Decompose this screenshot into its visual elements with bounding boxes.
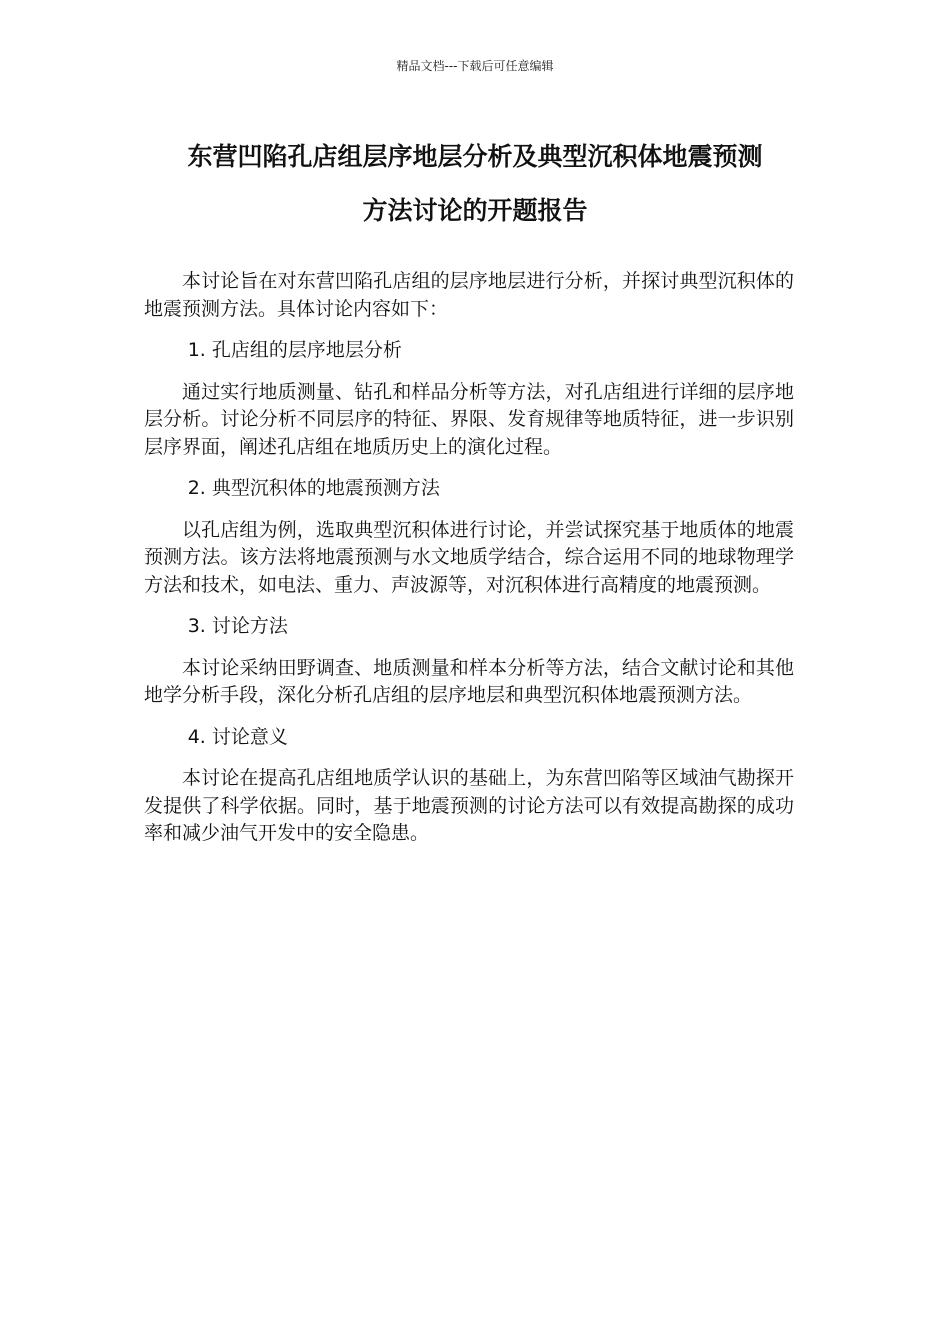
- section-body-3: 本讨论采纳田野调查、地质测量和样本分析等方法，结合文献讨论和其他地学分析手段，深化分析孔店组的层序地层和典型沉积体地震预测方法。: [144, 656, 794, 706]
- section-body-2: 以孔店组为例，选取典型沉积体进行讨论，并尝试探究基于地质体的地震预测方法。该方法将地震预测与水文地质学结合，综合运用不同的地球物理学方法和技术，如电法、重力、声波源等，对沉积体进行高精度的地震预测。: [144, 518, 794, 596]
- section-heading-3: 3. 讨论方法: [187, 615, 288, 637]
- document-title-line-2: 方法讨论的开题报告: [362, 196, 588, 225]
- section-heading-2: 2. 典型沉积体的地震预测方法: [187, 477, 440, 499]
- document-body: [144, 268, 794, 862]
- section-body-1: 通过实行地质测量、钻孔和样品分析等方法，对孔店组进行详细的层序地层分析。讨论分析不同层序的特征、界限、发育规律等地质特征，进一步识别层序界面，阐述孔店组在地质历史上的演化过程。: [144, 380, 794, 458]
- header-note: 精品文档---下载后可任意编辑: [396, 59, 554, 73]
- section-heading-4: 4. 讨论意义: [187, 725, 288, 748]
- section-heading-1: 1. 孔店组的层序地层分析: [187, 339, 402, 361]
- section-body-4: 本讨论在提高孔店组地质学认识的基础上，为东营凹陷等区域油气勘探开发提供了科学依据。同时，基于地震预测的讨论方法可以有效提高勘探的成功率和减少油气开发中的安全隐患。: [144, 767, 794, 844]
- document-title-line-1: 东营凹陷孔店组层序地层分析及典型沉积体地震预测: [187, 142, 763, 171]
- intro-paragraph: 本讨论旨在对东营凹陷孔店组的层序地层进行分析，并探讨典型沉积体的地震预测方法。具体讨论内容如下：: [144, 270, 794, 320]
